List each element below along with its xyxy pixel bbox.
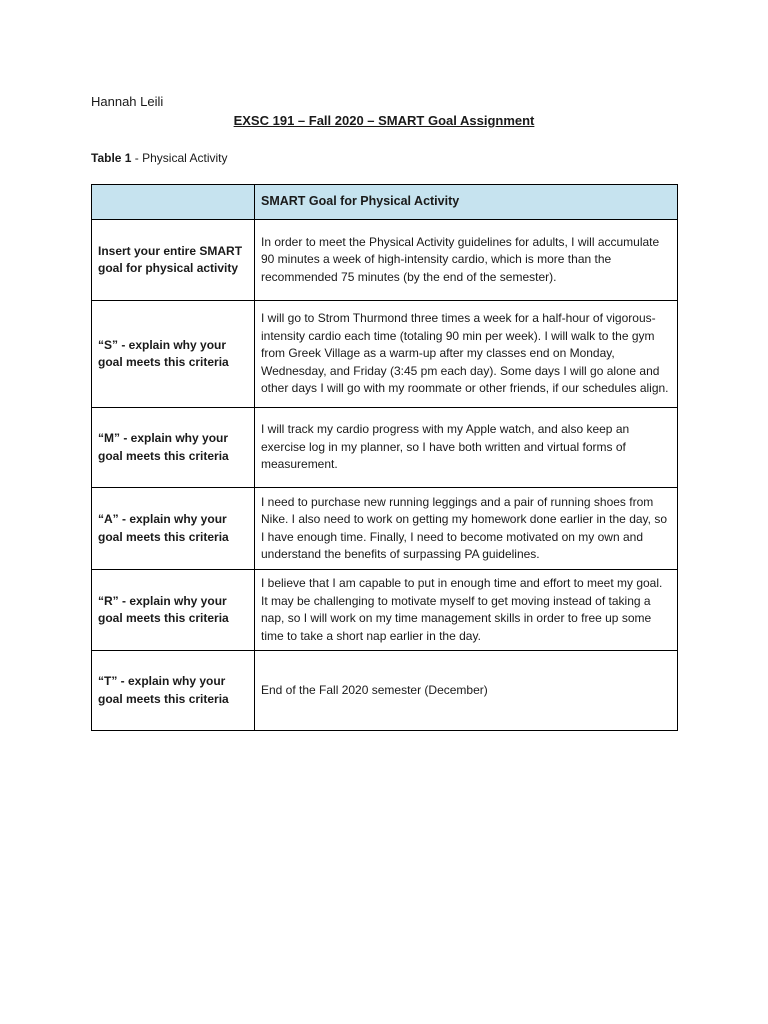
table-row-t <box>92 651 678 731</box>
table-caption-text: - Physical Activity <box>131 151 228 165</box>
row-label-t: “T” - explain why your goal meets this criteria <box>92 651 255 731</box>
document-title: EXSC 191 – Fall 2020 – SMART Goal Assignment <box>233 113 535 128</box>
row-label-r: “R” - explain why your goal meets this criteria <box>92 570 255 651</box>
header-cell-title: SMART Goal for Physical Activity <box>255 185 678 220</box>
smart-goal-table <box>91 184 678 731</box>
row-text-a: I need to purchase new running leggings and a pair of running shoes from Nike. I also need to work on getting my homework done earlier in the day, so I have enough time. Finally, I need to become motivated on my own and understand the benefits of surpassing PA guidelines. <box>255 488 678 570</box>
author-name: Hannah Leili <box>91 94 164 109</box>
row-text-s: I will go to Strom Thurmond three times a week for a half-hour of vigorous-intensity cardio each time (totaling 90 min per week). I will walk to the gym from Greek Village as a warm-up after my classes end on Monday, Wednesday, and Friday (3:45 pm each day). Some days I will go alone and other days I will go with my roommate or other friends, if our schedules align. <box>255 301 678 408</box>
row-text-m: I will track my cardio progress with my Apple watch, and also keep an exercise log in my planner, so I have both written and virtual forms of measurement. <box>255 408 678 488</box>
row-label-s: “S” - explain why your goal meets this criteria <box>92 301 255 408</box>
row-text-goal: In order to meet the Physical Activity guidelines for adults, I will accumulate 90 minutes a week of high-intensity cardio, which is more than the recommended 75 minutes (by the end of the semester). <box>255 220 678 301</box>
table-row-r <box>92 570 678 651</box>
table-row-s <box>92 301 678 408</box>
table-caption <box>91 151 228 165</box>
row-label-m: “M” - explain why your goal meets this criteria <box>92 408 255 488</box>
row-label-goal: Insert your entire SMART goal for physical activity <box>92 220 255 301</box>
table-row-a <box>92 488 678 570</box>
header-cell-empty <box>92 185 255 220</box>
table-row-goal <box>92 220 678 301</box>
table-caption-number: Table 1 <box>91 151 132 165</box>
row-text-t: End of the Fall 2020 semester (December) <box>255 651 678 731</box>
row-label-a: “A” - explain why your goal meets this criteria <box>92 488 255 570</box>
row-text-r: I believe that I am capable to put in enough time and effort to meet my goal. It may be challenging to motivate myself to get moving instead of taking a nap, so I will work on my time management skills in order to free up some time to take a short nap earlier in the day. <box>255 570 678 651</box>
table-row-m <box>92 408 678 488</box>
table-header-row <box>92 185 678 220</box>
